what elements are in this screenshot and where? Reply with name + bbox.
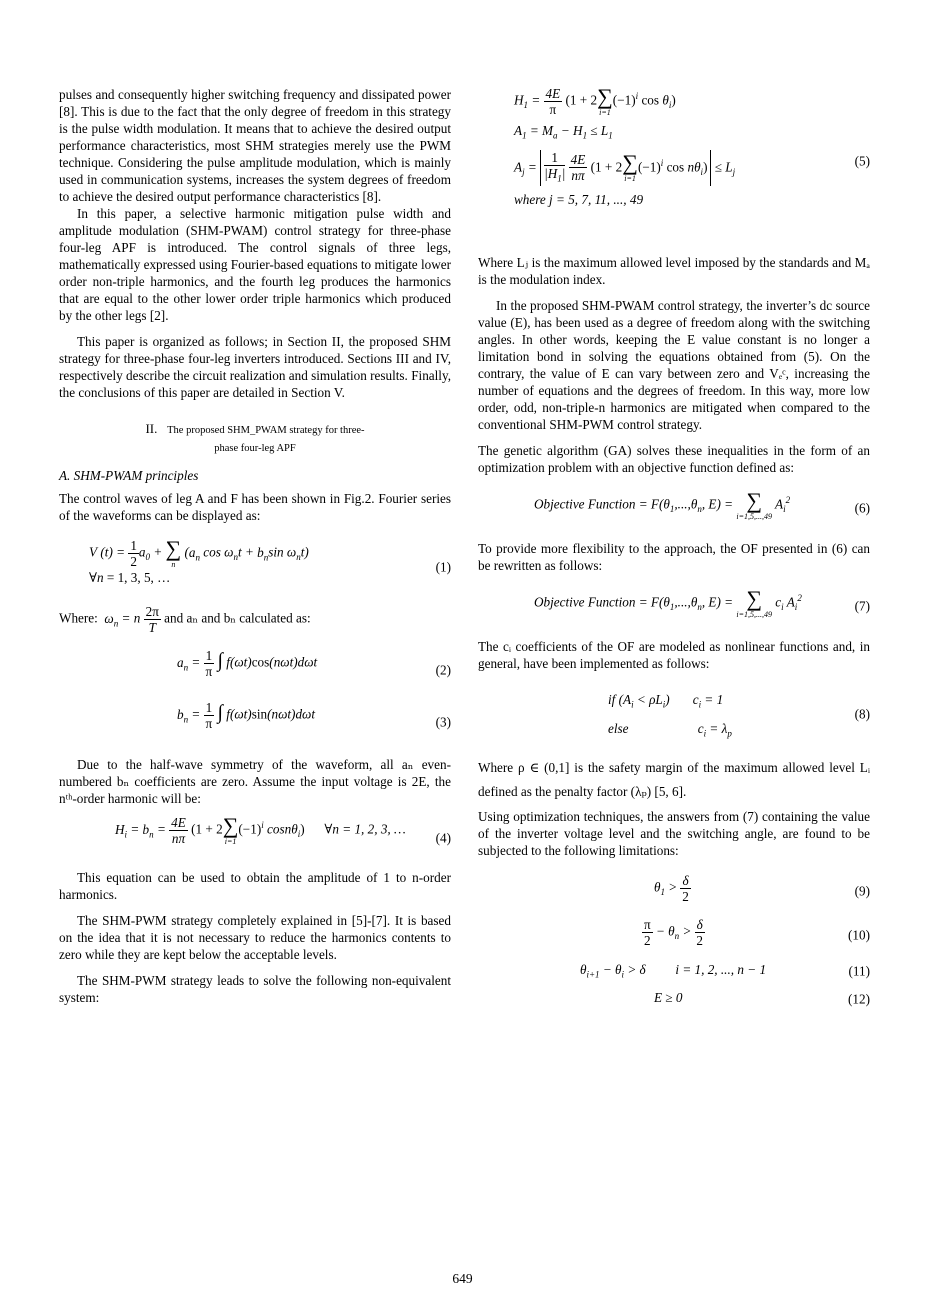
equation-1: V (t) = $\frac{1}{2}$ $a_0$ + ∑ n ($a_n$ $\cos \omega_nt + b_n\sin$ $\omega_nt$) ∀n = 1, 3, 5, … (1) <box>89 536 451 585</box>
equation-10: $\frac{\pi}{2}$ − $\theta_n$ > $\frac{\delta}{2}$ (10) <box>644 917 870 948</box>
left-column <box>59 86 451 1006</box>
paragraph: Using optimization techniques, the answers from (7) containing the value of the inverter voltage level and the switching angle, are found to be subjected to the following limitations: <box>478 809 870 858</box>
equation-3: $b_n$ = $\frac{1}{\pi}$ ∫ f(ωt)sin(nωt)dωt (3) <box>177 700 451 731</box>
paragraph: The cᵢ coefficients of the OF are modeled as nonlinear functions and, in general, have been implemented as follows: <box>478 639 870 671</box>
paragraph: Where ρ ∈ (0,1] is the safety margin of the maximum allowed level Lᵢ defined as the penalty factor (λₚ) [5, 6]. <box>478 760 870 799</box>
equation-6: Objective Function = $F(\theta_1,...,\theta_n$, E) = ∑ i=1,5,...,49 $A_i^2$ (6) <box>534 488 870 521</box>
paragraph: The SHM-PWM strategy leads to solve the following non-equivalent system: <box>59 973 451 1005</box>
equation-7: Objective Function = $F(\theta_1,...,\theta_n$, E) = ∑ i=1,5,...,49 $c_i$ $A_i^2$ (7) <box>534 586 870 619</box>
page-number: 649 <box>452 1271 473 1286</box>
paragraph: In the proposed SHM-PWAM control strategy, the inverter’s dc source value (E), has been used as a degree of freedom along with the switching angles. In other words, keeping the E value constant is no longer a limitation bond in solving the equations obtained from (5). On the contrary, the value of E can vary between zero and Vₑᶜ, increasing the number of equations and the degrees of freedom. In this way, more low order, odd, non-triple-n harmonics are mitigated when compared to the conventional SHM-PWM control strategy. <box>478 298 870 432</box>
subsection-heading: A. SHM-PWAM principles <box>59 468 199 483</box>
paragraph: This equation can be used to obtain the amplitude of 1 to n-order harmonics. <box>59 870 451 902</box>
paragraph: The SHM-PWM strategy completely explained in [5]-[7]. It is based on the idea that it is not necessary to reduce the harmonics contents to zero while they are kept below the acceptable levels. <box>59 913 451 962</box>
equation-9: $\theta_1$ > $\frac{\delta}{2}$ (9) <box>654 873 870 904</box>
paragraph: Where Lⱼ is the maximum allowed level imposed by the standards and Mₐ is the modulation index. <box>478 255 870 287</box>
paragraph: This paper is organized as follows; in Section II, the proposed SHM strategy for three-phase four-leg inverters introduced. Sections III and IV, respectively describe the circuit realization and simulation results. Finally, the conclusions of this paper are detailed in Section V. <box>59 334 451 400</box>
equation-5: $H_1$ = $\frac{4E}{\pi}$ (1 + 2 ∑ i=1 $(-1)^i$ $\cos \theta_i$) $A_1 = M_a - H_1 \le L_1$ $A_j$ = $\frac{1}{|H_1|}$ $\frac{4E}{n\pi}$ (1 + 2 ∑ i=1 $(-1)^i$ $\cos n\theta_i) \le L_j$ where j = 5, 7, 11, ..., 49 (5) <box>514 84 870 208</box>
paragraph: The genetic algorithm (GA) solves these inequalities in the form of an optimization problem with an objective function defined as: <box>478 443 870 475</box>
paragraph: In this paper, a selective harmonic mitigation pulse width and amplitude modulation (SHM-PWAM) control strategy for three-phase four-leg APF is introduced. The control signals of three legs, mathematically expressed using Fourier-based equations to mitigate lower order non-triple harmonics, and the fourth leg produces the harmonics that are equal to the other lower order triple harmonics which produced by the other legs [2]. <box>59 206 451 323</box>
paragraph: pulses and consequently higher switching frequency and dissipated power [8]. This is due to the fact that the only degree of freedom in this strategy is the pulse width modulation. It means that to achieve the desired output performance characteristics, most SHM strategies merely use the PWM technique. Considering the pulse amplitude modulation, which is mainly used in communication systems, increases the system degrees of freedom to achieve the desired output performance characteristics [8]. <box>59 87 451 204</box>
right-column <box>478 86 870 1017</box>
equation-4: $H_i = b_n$ = $\frac{4E}{n\pi}$ (1 + 2 ∑ i=1 $(-1)^i$ cosnθ$_i$) ∀n = 1, 2, 3, … (4) <box>115 813 451 846</box>
paragraph: The control waves of leg A and F has been shown in Fig.2. Fourier series of the waveforms can be displayed as: <box>59 491 451 523</box>
equation-11: $\theta_{i+1} - \theta_i > \delta$ i = 1, 2, ..., n − 1 (11) <box>580 962 870 980</box>
section-heading: II. The proposed SHM_PWAM strategy for three- phase four-leg APF <box>145 421 365 454</box>
paragraph: To provide more flexibility to the approach, the OF presented in (6) can be rewritten as follows: <box>478 541 870 573</box>
paragraph: Due to the half-wave symmetry of the waveform, all aₙ even-numbered bₙ coefficients are zero. Assume the input voltage is 2E, the nᵗʰ-order harmonic will be: <box>59 757 451 806</box>
equation-8: if $(A_i < \rho L_i)$ $c_i = 1$ else $c_i = \lambda_p$ (8) <box>608 692 870 739</box>
equation-12: E ≥ 0 (12) <box>654 990 870 1007</box>
equation-2: $a_n$ = $\frac{1}{\pi}$ ∫ f(ωt)cos(nωt)dωt (2) <box>177 648 451 679</box>
where-omega: Where: $\omega_n = n$ $\frac{2\pi}{T}$ and aₙ and bₙ calculated as: <box>59 604 311 635</box>
